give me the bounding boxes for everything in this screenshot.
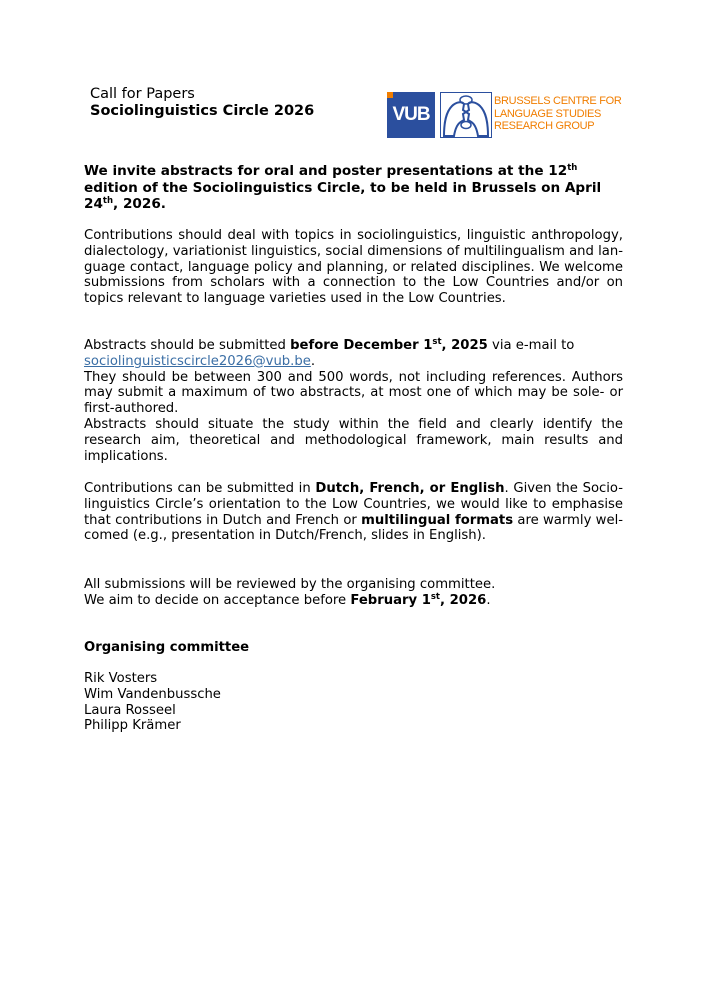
contributions-paragraph: Contributions should deal with topics in sociolinguistics, linguistic anthropology, dialectology, variationist linguistics, social dimensions of multilingualism and lan-guage contact, language policy and planning, or related disciplines. We welcome submissions from scholars with a connection to the Low Countries and/or on topics relevant to language varieties used in the Low Countries.: [84, 228, 623, 307]
vub-logo-text: VUB: [392, 104, 430, 125]
abstracts-paragraph: [84, 338, 623, 464]
committee-members: [84, 671, 623, 734]
review-line: All submissions will be reviewed by the organising committee.: [84, 577, 496, 592]
intro-paragraph: We invite abstracts for oral and poster presentations at the 12th edition of the Sociolinguistics Circle, to be held in Brussels on April 24th, 2026.: [84, 163, 602, 212]
email-link[interactable]: sociolinguisticscircle2026@vub.be: [84, 353, 311, 369]
centre-name: BRUSSELS CENTRE FOR LANGUAGE STUDIES RESEARCH GROUP: [494, 95, 622, 132]
decision-line: We aim to decide on acceptance before February 1st, 2026.: [84, 591, 491, 608]
review-paragraph: [84, 577, 623, 609]
committee-member: Philipp Krämer: [84, 718, 181, 734]
formats-bold: multilingual formats: [361, 512, 514, 528]
languages-bold: Dutch, French, or English: [315, 481, 505, 496]
event-title: Sociolinguistics Circle 2026: [90, 103, 315, 119]
call-label: Call for Papers: [90, 86, 195, 102]
content-rule: Abstracts should situate the study within the field and clearly identify the research aim, theoretical and methodological framework, main results and implications.: [84, 416, 623, 464]
committee-member: Rik Vosters: [84, 671, 158, 686]
two-heads-speech-icon: [440, 92, 492, 138]
header-block: [90, 86, 314, 120]
committee-member: Laura Rosseel: [84, 702, 176, 718]
deadline: before December 1st, 2025: [290, 337, 488, 353]
submission-deadline: Abstracts should be submitted before December 1st, 2025 via e-mail to sociolinguisticscircle2026@vub.be.: [84, 337, 575, 369]
vub-bcls-logo: [387, 92, 627, 140]
languages-paragraph: Contributions can be submitted in Dutch, French, or English. Given the Socio-linguistics Circle’s orientation to the Low Countries, we would like to emphasise that contributions in Dutch and French or multilingual formats are warmly wel-comed (e.g., presentation in Dutch/French, slides in English).: [84, 481, 623, 544]
committee-heading: Organising committee: [84, 640, 250, 655]
committee-member: Wim Vandenbussche: [84, 686, 221, 702]
length-rule: They should be between 300 and 500 words, not including references. Authors may submit a maximum of two abstracts, at most one of which may be sole- or first-authored.: [84, 369, 623, 417]
decision-date: February 1st, 2026: [350, 591, 487, 608]
